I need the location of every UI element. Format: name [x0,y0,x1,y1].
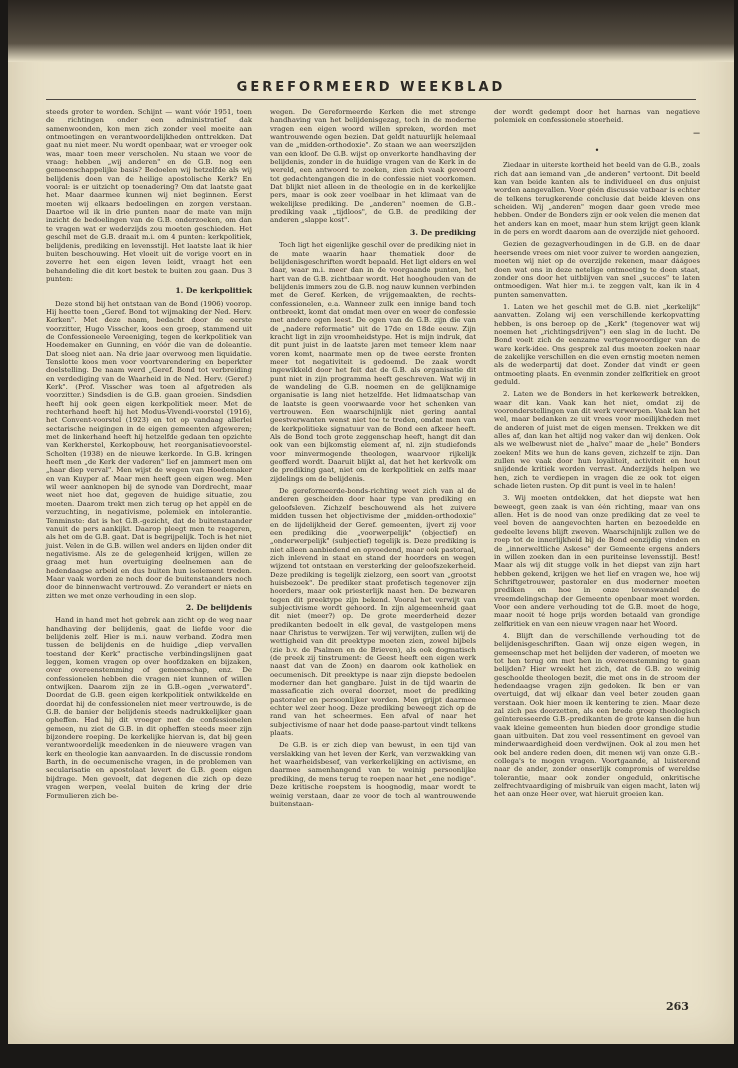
page-number: 263 [666,1000,689,1013]
paragraph: wegen. De Gereformeerde Kerken die met strenge handhaving van het belijdenisgezag, toch in de moderne vragen een eigen woord willen spreken, worden met wantrouwende ogen bezien. Dat geldt natuurlijk helemaal van de „midden-orthodoxie". Zo staan we aan weerszijden van een kloof. De G.B. wijst op onverkorte handhaving der belijdenis, zonder in de huidige vragen van de Kerk in de wereld, een antwoord te zoeken, zien zich vaak gevoerd tot gedachtengangen die in de confessie niet voorkomen. Dat blijkt niet alleen in de theologie en in de kerkelijke pers, maar is ook zeer voelbaar in het klimaat van de wekelijkse prediking. De „anderen" noemen de G.B.-prediking vaak „tijdloos", de G.B. de prediking der anderen „slappe kost". [270,108,476,225]
paragraph: 1. Laten we het geschil met de G.B. niet „kerkelijk" aanvatten. Zolang wij een verschillende kerkopvatting hebben, is ons beroep op de „Kerk" (tegenover wat wij noemen het „richtingsdrijven") een slag in de lucht. De Bond voelt zich de eenzame vertegenwoordiger van de ware kerk-idee. Ons gesprek zal dus moeten zoeken naar de zakelijke verschillen en die even ernstig moeten nemen als de wederpartij dat doet. Zonder dat vindt er geen ontmoeting plaats. En evenmin zonder zelfkritiek en groot geduld. [494,302,700,386]
separator-dash: — [693,128,700,137]
paragraph: Ziedaar in uiterste kortheid het beeld van de G.B., zoals rich dat aan iemand van „de anderen" vertoont. Dit beeld kan van beide kanten als te individueel en dus onjuist worden aangevallen. Voor géén discussie vatbaar is echter de telkens terugkerende conclusie dat beide kleven ons scheiden. Wij „anderen" mogen daar geen vrede mee hebben. Onder de Bonders zijn er ook velen die menen dat het anders kan en moet, maar hun stem krijgt geen klank in de pers en wordt daarom aan de overzijde niet gehoord. [494,161,700,237]
paragraph: steeds groter te worden. Schijnt — want vóór 1951, toen de richtingen onder een administratief dak samenwoonden, kon men zich zonder veel moeite aan ontmoetingen en verantwoordelijkheden onttrekken. Dat gaat nu niet meer. Nu wordt openbaar, wat er vroeger ook was, maar toen meer verscholen. Nu staan we voor de vraag: hebben „wij anderen" en de G.B. nog een gemeenschappelijke basis? Bedoelen wij hetzelfde als wij belijdenis doen van de heilige apostolische Kerk? En vooral: is er uitzicht op toenadering? Om dat laatste gaat het. Maar daarmee kunnen wij niet beginnen. Eerst moeten wij elkaars bedoelingen en zorgen verstaan. Daartoe wil ik in drie punten naar de mate van mijn inzicht de bedoelingen van de G.B. onderzoeken, om dan te vragen wat er wederzijds zou moeten geschieden. Het geschil met de G.B. draait m.i. om 4 punten: kerkpolitiek, belijdenis, prediking en levensstijl. Het laatste laat ik hier buiten beschouwing. Het vloeit uit de vorige voort en in zoverre het een eigen leven leidt, vraagt het een behandeling die dit kort bestek te buiten zou gaan. Dus 3 punten: [46,108,252,283]
paragraph: 4. Blijft dan de verschillende verhouding tot de belijdenisgeschriften. Gaan wij onze eigen wegen, in gemeenschap met het belijden der vaderen, of moeten we tot hen terug om met hen in overeenstemming te gaan belijden? Hier wreekt het zich, dat de G.B. zo weinig geschoolde theologen bezit, die met ons in de stroom der hedendaagse vragen zijn gedoken. Ik ben er van overtuigd, dat wij elkaar dan veel beter zouden gaan verstaan. Ook hier moen ik kentering te zien. Maar deze zal zich pas doorzetten, als een brede groep theologisch geïnteresseerde G.B.-predikanten de grote kansen die hun vaak kleine gemeenten hun bieden door grondige studie gaan uitbuiten. Dat zou veel ressentiment en gevoel van minderwaardigheid doen verdwijnen. Ook al zou men het ook bel andere reden doen, dit menen wij van onze G.B.-collega's te mogen vragen. Voortgaande, al luisterend naar de ander, zonder onserlijk compromis of wereldse tolerantie, maar ook zonder ongeduld, onkritische zelfrechtvaardiging of misbruik van eigen macht, laten wij het aan onze Heer over, wat hieruit groeien kan. [494,631,700,799]
bullet-mark: • [594,146,600,156]
paragraph: der wordt gedempt door het harnas van negatieve polemiek en confessionele stoerheid. [494,108,700,125]
column-1 [46,108,252,804]
section-heading-belijdenis: 2. De belijdenis [185,602,252,612]
paragraph: Deze stond bij het ontstaan van de Bond (1906) voorop. Hij heette toen „Geref. Bond tot wijmaking der Ned. Herv. Kerken". Met deze naam, bedacht door de eerste voorzitter, Hugo Visscher, koos een groep, stammend uit de Confessioneele Vereeniging, tegen de kerkpolitiek van Hoedemaker en Gunning, en vóór die van de doleantie. Dat sloeg niet aan. Na drie jaar overwoog men liquidatie. Tenslotte koos men voor voortvarendering en beperkter doelstelling. De naam werd „Geref. Bond tot verbreiding en verdediging van de Waarheid in de Ned. Herv. (Geref.) Kerk". (Prof. Visscher was toen al afgetreden als voorzitter.) Sindsdien is de G.B. gaan groeien. Sindsdien heeft hij ook geen eigen kerkpolitiek meer. Met de rechterhand heeft hij het Modus-Vivendi-voorstel (1916), het Convent-voorstel (1923) en tot op vandaag allerlei sectarische neigingen in de eigen gemeenten afgeweren; met de linkerhand heeft hij hetzelfde gedaan ten opzichte van Kerkherstel, Kerkopbouw, het reorganisatievoorstel-Scholten (1938) en de nieuwe kerkorde. In G.B. kringen heeft men „de Kerk der vaderen" lief en jammert men om „haar diep verval". Men wijst de wegen van Hoedemaker en van Kuyper af. Maar men heeft geen eigen weg. Men wil weer aanknopen bij de synode van Dordrecht, maar weet niet hoe dat, gegeven de huidige situatie, zou moeten. Daarom trekt men zich terug op het appèl en de verzuchting, in negativisme, polemiek en intolerantie. Tenminste: dat is het G.B.-gezicht, dat de buitenstaander vanuit de pers aankijkt. Daarop pleegt men te reageren, als het om de G.B. gaat. Dat is begrijpelijk. Toch is het niet juist. Velen in de G.B. willen wel anders en lijden onder dit negativisme. Als ze de gelegenheid krijgen, willen ze graag met hun overtuiging deelnemen aan de hedendaagse arbeid en dus buiten hun isolement treden. Maar vaak worden ze noch door de buitenstaanders noch door de binnenwacht vertrouwd. Zo verandert er niets en zitten we met onze verhouding in een slop. [46,299,252,600]
section-heading-prediking: 3. De prediking [410,227,476,237]
paragraph: Hand in hand met het gebrek aan zicht op de weg naar handhaving der belijdenis, gaat de liefde voor die belijdenis zelf. Hier is m.i. nauw verband. Zodra men tussen de belijdenis en de huidige „diep vervallen toestand der Kerk" practische verbindingslijnen gaat leggen, komen vragen op over hoofdzaken en bijzaken, over overeenstemming of gemeenschap, enz. De confessionelen hebben die vragen niet kunnen of willen ontwijken. Daarom zijn ze in G.B.-ogen „verwaterd". Doordat de G.B. geen eigen kerkpolitiek ontwikkelde en doordat hij de confessionelen niet meer vertrouwde, is de G.B. de banier der belijdenis steeds nadrukkelijker gaan opheffen. Had hij dit vroeger met de confessionelen gemeen, nu ziet de G.B. in dit opheffen steeds meer zijn bijzondere roeping. De kerkelijke hiervan is, dat bij geen verantwoordelijk meedenken in de nieuwere vragen van kerk en theologie kan aanvaarden. In de discussie rondom Barth, in de oecumenische vragen, in de problemen van secularisatie en apostolaat levert de G.B. geen eigen bijdrage. Men gevoelt, dat degenen die zich op deze vragen werpen, veelal buiten de kring der drie Formulieren zich be- [46,616,252,800]
paragraph: Toch ligt het eigenlijke geschil over de prediking niet in de mate waarin haar thematiek door de belijdenisgeschriften wordt bepaald. Het ligt elders en wel daar, waar m.i. meer dan in de voorgaande punten, het hart van de G.B. zichtbaar wordt. Het hooghouden van de belijdenis immers zou de G.B. nog nauw kunnen verbinden met de Geref. Kerken, de vrijgemaakten, de rechts-confessionelen, e.a. Wanneer zulk een innige band toch ontbreekt, komt dat omdat men over en weer de confessie met andere ogen leest. De ogen van de G.B. zijn die van de „nadere reformatie" uit de 17de en 18de eeuw. Zijn kracht ligt in zijn vroomheidstype. Het is mijn indruk, dat dit punt juist in de laatste jaren met temeer klem naar voren komt, naarmate men op de twee eerste fronten meer tot negativiteit is gedoemd. De zaak wordt ingewikkeld door het feit dat de G.B. als organisatie dit punt niet in zijn programma heeft geschreven. Wat wij in de wandeling de G.B. noemen en de gelijknamige organisatie is lang niet hetzelfde. Het lidmaatschap van de laatste is geen voorwaarde voor het schenken van vertrouwen. Een waarschijnlijk niet gering aantal geestverwanten wenst niet toe te treden, omdat men van de kerkpolitieke signatuur van de Bond een afkeer heeft. Als de Bond toch grote zeggenschap heeft, hangt dit dan ook van een bijkomstig element af, nl. zijn studiefonds voor minvermogende theologen, waarvoor rijkelijk geofferd wordt. Daaruit blijkt al, dat het het kerkvolk om de prediking gaat, niet om de kerkpolitiek en zelfs maar zijdelings om de belijdenis. [270,241,476,483]
running-header: GEREFORMEERD WEEKBLAD [236,80,506,95]
page-sheet [8,0,734,1044]
paragraph: 3. Wij moeten ontdekken, dat het diepste wat hen beweegt, geen zaak is van één richting, maar van ons allen. Het is de nood van onze prediking dat ze veel te veel boven de aangevochten harten en bezoedelde en gedeelte levens blijft zweven. Waarschijnlijk zullen we de roep tot de innerlijkheid bij de Bond eenzijdig vinden en de „innerweltliche Askese" der Gemeente ergens anders in willen zoeken dan in een puriteinse levensstijl. Best! Maar als wij dit stugge volk in het diepst van zijn hart hebben gekend, krijgen we het lief en vragen we, hoe wij Schriftgetrouwer, pastoraler en dus moderner moeten prediken en hoe in onze levenswandel de vreemdelingschap der Gemeente openbaar moet worden. Voor een andere verhouding tot de G.B. moet de hoge, maar nooit té hoge prijs worden betaald van grondige zelfkritiek en van een nieuw vragen naar het Woord. [494,494,700,628]
column-3 [494,108,700,803]
scan-shadow [8,0,734,62]
header-rule [46,99,696,100]
paragraph: 2. Laten we de Bonders in het kerkewerk betrekken, waar dit kan. Vaak kan het niet, omdat zij de vooronderstellingen van dit werk verwerpen. Vaak kan het wel, maar bedanken ze uit vrees voor moeilijkheden met de anderen of juist met de eigen mensen. Trekken we dit alles af, dan kan het altijd nog vaker dan wij denken. Ook als we welbewust niet de „halve" maar de „hele" Bonders zoeken! Mits we hun de kans geven, zichzelf te zijn. Dan zullen we vaak door hun loyaliteit, activiteit en hout snijdende kritiek worden verrast. Anderzijds helpen we hen, zich te verdiepen in vragen die ze ook tot eigen schade lieten rusten. Op dit punt is veel in te halen! [494,390,700,491]
section-heading-kerkpolitiek: 1. De kerkpolitiek [175,286,252,296]
paragraph: De gereformeerde-bonds-richting weet zich van al de anderen gescheiden door haar type van prediking en geloofsleven. Zichzelf beschouwend als het zuivere midden tussen het objectivisme der „midden-orthodoxie" en de lijdelijkheid der Geref. gemeenten, ijvert zij voor een prediking die „voorwerpelijk" (objectief) en „onderwerpelijk" (subjectief) tegelijk is. Deze prediking is niet alleen aanbiedend en opvoedend, maar ook pastoraal, zich inlevend in staat en stand der hoorders en wegen wijzend tot ontstaan en versterking der geloofszekerheid. Deze prediking is tegelijk zielzorg, een soort van „grootst huisbezoek". De prediker staat profetisch tegenover zijn hoorders, maar ook priesterlijk naast hen. De bezwaren tegen dit preektype zijn bekend. Vooral het verwijt van subjectivisme wordt gehoord. In zijn algemeenheid gaat dit niet (meer?) op. De grote meerderheid dezer predikanten bedoelt in elk geval, de vastgelopen mens naar Christus te verwijzen. Ter wij verwijten, zullen wij de wettigheid van dit preektype moeten zien, zowel bijbels (zie b.v. de Psalmen en de Brieven), als ook dogmatisch (de preek zij tinstrument: de Geest heeft een eigen werk naast dat van de Zoon) en daarom ook katholiek en oecumenisch. Dit preektype is naar zijn diepste bedoelen moderner dan het gangbare. Juist in de tijd waarin de massaficatie zich overal doorzet, moet de prediking pastoraler en persoonlijker worden. Men grijpt daarmee echter wel zeer hoog. Deze prediking beweegt zich op de rand van het scheermes. Een afval of naar het subjectivisme of naar het dode paase-partout vindt telkens plaats. [270,487,476,738]
paragraph: De G.B. is er zich diep van bewust, in een tijd van verslakking van het leven der Kerk, van verzwakking van het waarheidsbesef, van verkerkelijking en activisme, en daarmee samenhangend van te weinig persoonlijke prediking, de mens terug te roepen naar het „ene nodige". Deze kritische roepstem is hoognodig, maar wordt te weinig verstaan, daar ze voor de toch al wantrouwende buitenstaan- [270,741,476,808]
column-2 [270,108,476,812]
paragraph: Gezien de gezagverhoudingen in de G.B. en de daar heersende vrees om niet voor zuiver te worden aangezien, moeten wij niet op de overzijde rekenen, maar dáágoes doen wat ons in deze netelige ontmoeting te doen staat, zonder ons door het uitblijven van snel „succes" te laten ontmoedigen. Wat hier m.i. te zeggen valt, kan ik in 4 punten samenvatten. [494,240,700,299]
